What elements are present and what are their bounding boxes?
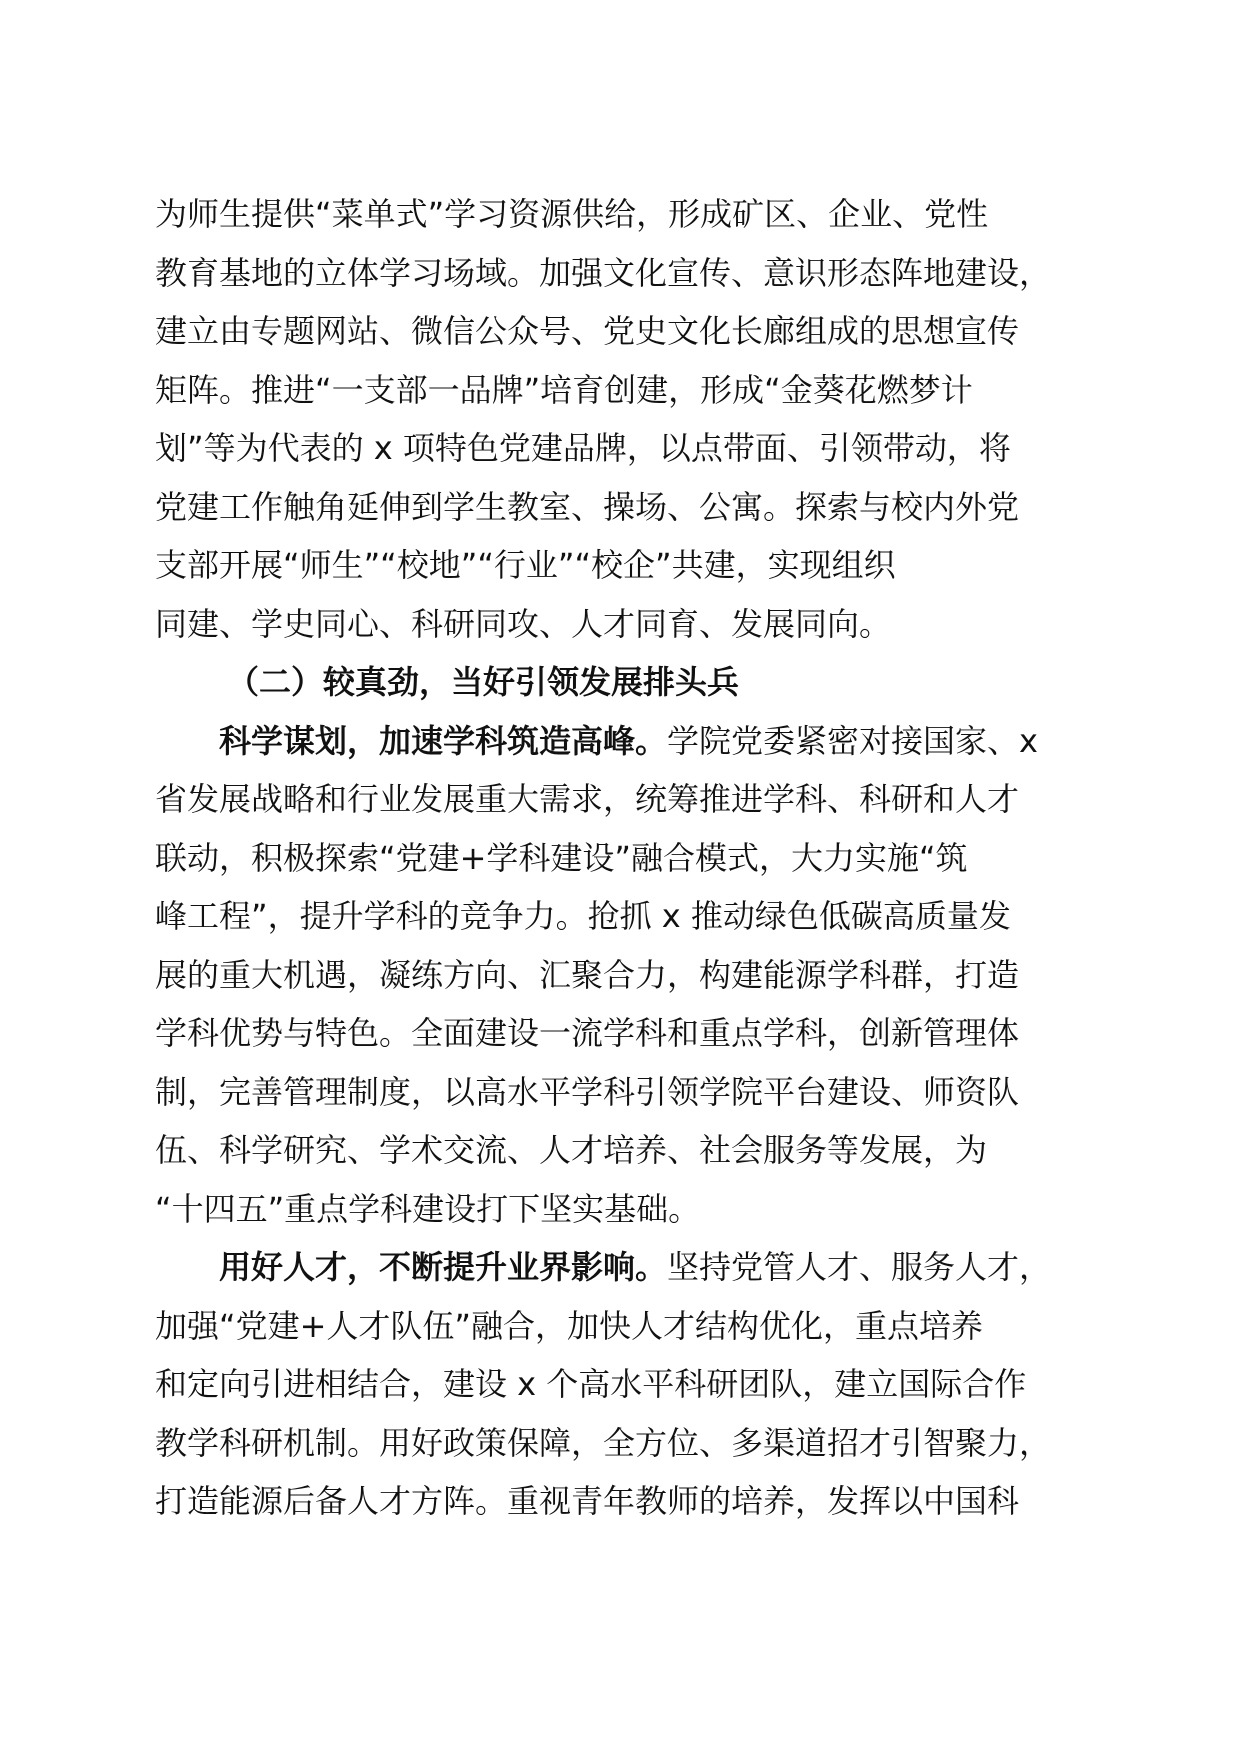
- paragraph-line: 加强“党建+人才队伍”融合，加快人才结构优化，重点培养: [155, 1306, 983, 1345]
- paragraph-line: 建立由专题网站、微信公众号、党史文化长廊组成的思想宣传: [155, 312, 1020, 350]
- paragraph-line: 制，完善管理制度，以高水平学科引领学院平台建设、师资队: [155, 1072, 1020, 1111]
- paragraph-text: 坚持党管人才、服务人才，: [667, 1248, 1052, 1286]
- paragraph-line: 和定向引进相结合，建设 x 个高水平科研团队，建立国际合作: [155, 1365, 1027, 1403]
- paragraph-line: “十四五”重点学科建设打下坚实基础。: [155, 1189, 701, 1228]
- paragraph-lead: 科学谋划，加速学科筑造高峰。: [219, 721, 668, 760]
- paragraph-line: 同建、学史同心、科研同攻、人才同育、发展同向。: [155, 604, 892, 643]
- paragraph-text: 学院党委紧密对接国家、x: [667, 721, 1038, 760]
- paragraph-line: 联动，积极探索“党建+学科建设”融合模式，大力实施“筑: [155, 838, 968, 877]
- paragraph-line: 教学科研机制。用好政策保障，全方位、多渠道招才引智聚力，: [155, 1423, 1052, 1462]
- paragraph-first-line: [155, 1238, 1090, 1297]
- paragraph-line: 峰工程”，提升学科的竞争力。抢抓 x 推动绿色低碳高质量发: [155, 897, 1011, 935]
- paragraph-line: 伍、科学研究、学术交流、人才培养、社会服务等发展，为: [155, 1131, 988, 1169]
- paragraph-line: 打造能源后备人才方阵。重视青年教师的培养，发挥以中国科: [155, 1482, 1020, 1520]
- paragraph-line: 学科优势与特色。全面建设一流学科和重点学科，创新管理体: [155, 1014, 1020, 1052]
- document-body: [155, 185, 1090, 1531]
- paragraph-first-line: [155, 712, 1090, 771]
- paragraph-line: 矩阵。推进“一支部一品牌”培育创建，形成“金葵花燃梦计: [155, 370, 973, 409]
- paragraph-line: 划”等为代表的 x 项特色党建品牌，以点带面、引领带动，将: [155, 429, 1011, 467]
- paragraph-lead: 用好人才，不断提升业界影响。: [219, 1248, 668, 1286]
- section-heading: （二）较真劲，当好引领发展排头兵: [227, 663, 740, 701]
- paragraph-line: 展的重大机遇，凝练方向、汇聚合力，构建能源学科群，打造: [155, 955, 1020, 994]
- paragraph-line: 省发展战略和行业发展重大需求，统筹推进学科、科研和人才: [155, 780, 1020, 818]
- paragraph-line: 党建工作触角延伸到学生教室、操场、公寓。探索与校内外党: [155, 487, 1020, 526]
- paragraph-line: 教育基地的立体学习场域。加强文化宣传、意识形态阵地建设，: [155, 253, 1052, 292]
- paragraph-line: 支部开展“师生”“校地”“行业”“校企”共建，实现组织: [155, 546, 896, 584]
- paragraph-line: 为师生提供“菜单式”学习资源供给，形成矿区、企业、党性: [155, 195, 989, 233]
